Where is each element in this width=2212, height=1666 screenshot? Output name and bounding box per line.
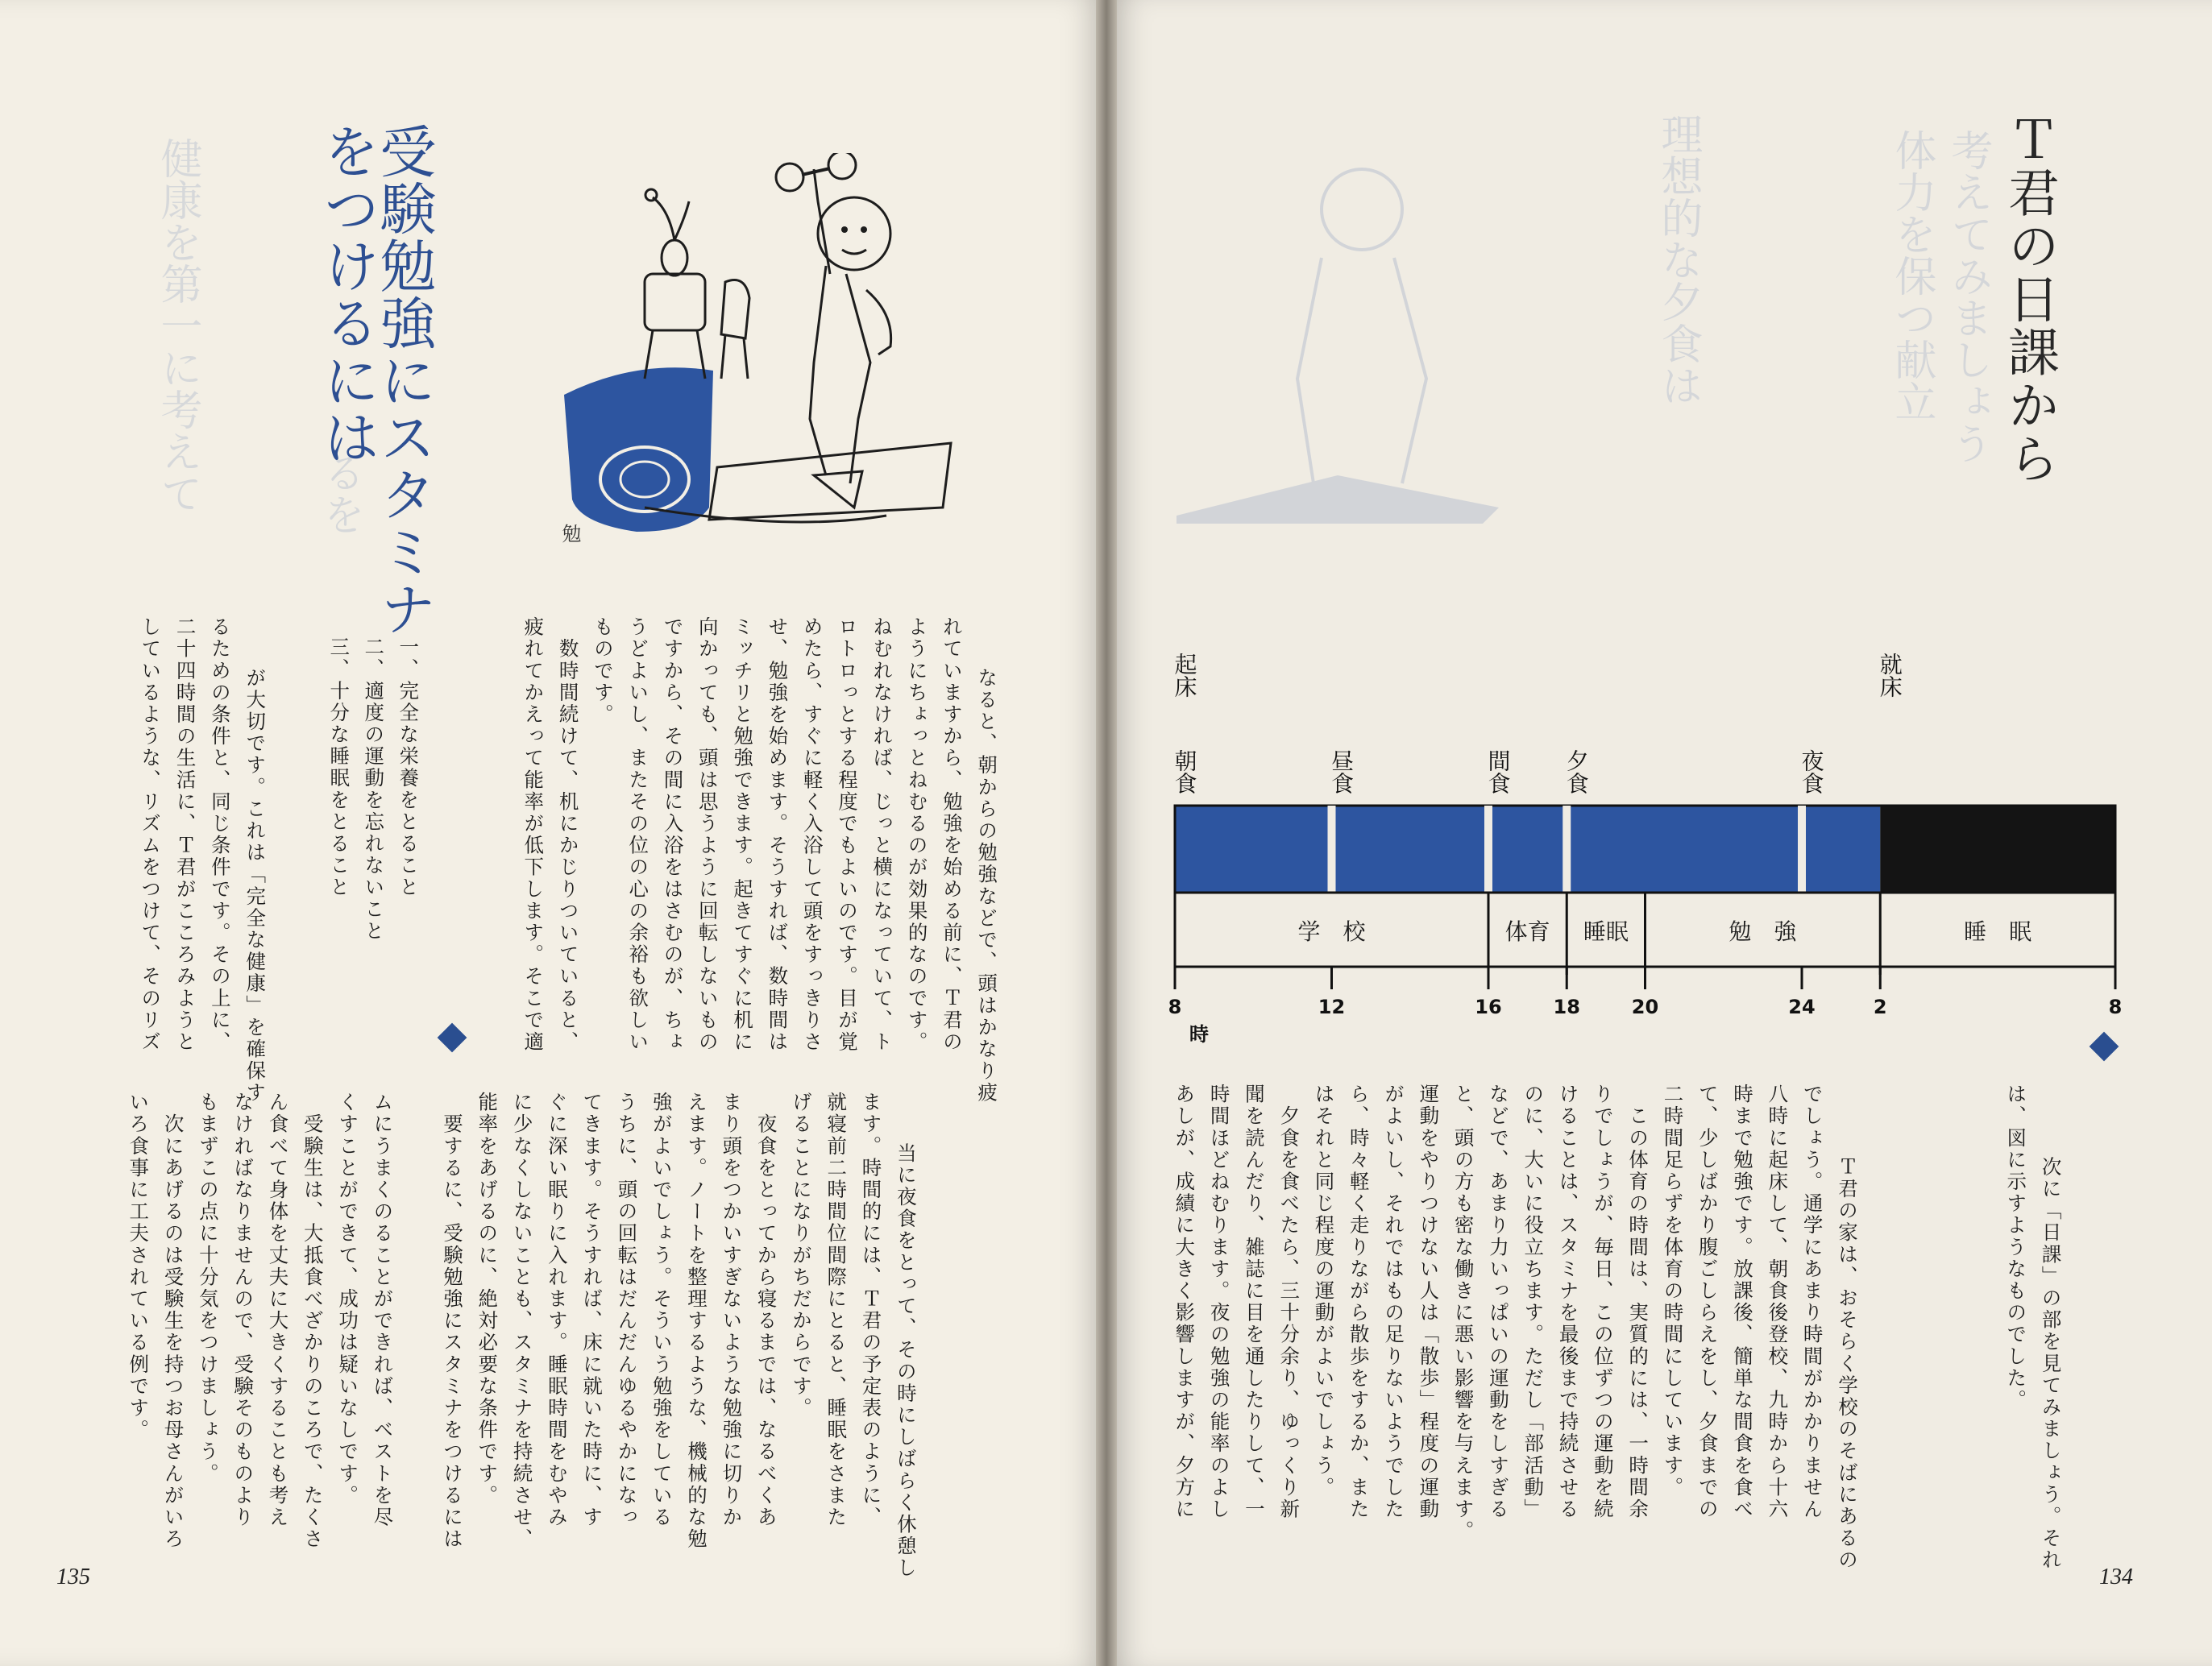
left-title-line-1: 受験勉強にスタミナ [371,122,437,637]
ghost-illustration [1177,137,1515,524]
meal-separator-2 [1484,806,1492,893]
person-head [818,197,890,270]
right-ghost-title-a: 理想的な夕食は [1654,113,1702,406]
left-upper-tail-paragraph: が大切です。これは「完全な健康」を確保す るための条件と、同じ条件です。その上に、 二十四時間の生活に、Ｔ君がこころみようと しているような、リズムをつけて、そのリズ [139,616,268,1104]
list-item-3: 三、十分な睡眠をとること [327,636,351,899]
top-label-6: 夜食 [1798,749,1825,794]
top-label-1: 起床 [1171,653,1198,698]
page-number-left: 135 [56,1564,90,1589]
activity-label-3: 睡眠 [1583,918,1629,945]
left-ghost-title-b: るを [316,451,364,535]
top-label-7: 就床 [1876,653,1903,698]
top-label-4: 間食 [1484,749,1512,794]
artist-signature: 勉 [558,524,581,543]
right-ghost-title-b: 体力を保つ献立 [1887,129,1936,422]
activity-label-2: 体育 [1504,918,1550,945]
list-item-1: 一、完全な栄養をとること [396,636,421,899]
top-label-3: 昼食 [1328,749,1355,794]
chair-icon [721,280,749,339]
book-gutter [1096,0,1117,1666]
right-title: Ｔ君の日課から [1999,113,2059,485]
left-title-line-2: をつけるには [314,122,380,466]
sleep-bar [1880,806,2115,893]
left-upper-text [516,616,1039,1104]
right-ghost-title-c: 考えてみましょう [1944,129,1992,464]
left-lower-text [121,1092,958,1580]
axis-tick-label-6: 24 [1788,996,1816,1018]
axis-tick-label-7: 2 [1873,996,1887,1018]
meal-separator-3 [1563,806,1571,893]
list-item-2: 二、適度の運動を忘れないこと [362,636,386,943]
vase-icon [662,240,687,276]
meal-separator-4 [1798,806,1806,893]
awake-bar [1175,806,1880,893]
right-upper-text [1998,1084,2103,1572]
activity-label-1: 学 校 [1297,918,1366,945]
floor-mat [709,443,951,520]
left-upper-paragraph: なると、朝からの勉強などで、頭はかなり疲 れていますから、勉強を始める前に、Ｔ君の ようにちょっとねむるのが効果的なのです。 ねむれなければ、じっと横になっていて、ト ロトロっとする程度でもよいのです。目が覚 めたら、すぐに軽く入浴して頭をすっきりさ せ、勉強を始めます。そうすれば、数時間は ミッチリと勉強できます。起きてすぐに机に 向かっても、頭は思うように回転しないもの ですから、その間に入浴をはさむのが、ちょ うどよいし、またその位の心の余裕も欲しい ものです。 数時間続けて、机にかじりついていると、 疲れてかえって能率が低下します。そこで適 [521,616,999,1104]
daily-schedule-chart [1160,636,2168,1055]
page-number-right: 134 [2099,1564,2133,1589]
activity-label-5: 睡 眠 [1964,918,2032,945]
axis-unit-label: 時 [1189,1023,1209,1046]
exercise-illustration [548,153,967,572]
axis-tick-label-5: 20 [1631,996,1659,1018]
right-upper-paragraph: 次に「日課」の部を見てみましょう。それ は、図に示すようなものでした。 [2004,1084,2063,1572]
meal-separator-1 [1328,806,1336,893]
axis-tick-label-1: 8 [1168,996,1182,1018]
axis-tick-label-8: 8 [2108,996,2123,1018]
blue-rug [564,367,713,532]
axis-tick-label-4: 18 [1553,996,1580,1018]
activity-label-4: 勉 強 [1729,918,1797,945]
axis-tick-label-2: 12 [1318,996,1346,1018]
top-label-2: 朝食 [1171,749,1198,794]
top-label-5: 夕食 [1563,749,1590,794]
axis-tick-label-3: 16 [1475,996,1502,1018]
right-lower-text [1167,1084,1899,1572]
left-upper-tail-text [133,616,307,1104]
left-ghost-title-a: 健康を第一に考えて [153,137,201,514]
right-lower-paragraph: Ｔ君の家は、おそらく学校のそばにあるの でしょう。通学にあまり時間がかかりません 八時に起床して、朝食後登校、九時から十六 時まで勉強です。放課後、簡単な間食を食べ て、少しばかり腹ごしらえをし、夕食までの 二時間足らずを体育の時間にしています。 この体育の時間は、実質的には、一時間余 りでしょうが、毎日、この位ずつの運動を続 けることは、スタミナを最後まで持続させる のに、大いに役立ちます。ただし「部活動」 などで、あまり力いっぱいの運動をしすぎる と、頭の方も密な働きに悪い影響を与えます。 運動をやりつけない人は「散歩」程度の運動 がよいし、それではもの足りないようでした ら、時々軽く走りながら散歩をするか、また はそれと同じ程度の運動がよいでしょう。 夕食を食べたら、三十分余り、ゆっくり新 聞を読んだり、雑誌に目を通したりして、一 時間ほどねむります。夜の勉強の能率のよし あしが、成績に大きく影響しますが、夕方に [1172,1084,1859,1572]
person-body [810,266,870,483]
table-icon [645,274,705,330]
left-lower-paragraph: 当に夜食をとって、その時にしばらく休憩し ます。時間的には、Ｔ君の予定表のように、 就寝前二時間位間際にとると、睡眠をさまた げることになりがちだからです。 夜食をとってから寝るまでは、なるべくあ まり頭をつかいすぎないような勉強に切りか えます。ノートを整理するような、機械的な勉 強がよいでしょう。そういう勉強をしている うちに、頭の回転はだんだんゆるやかになっ てきます。そうすれば、床に就いた時に、す ぐに深い眠りに入れます。睡眠時間をむやみ に少なくしないことも、スタミナを持続させ、 能率をあげるのに、絶対必要な条件です。 要するに、受験勉強にスタミナをつけるには ムにうまくのることができれば、ベストを尽 くすことができて、成功は疑いなしです。 受験生は、大抵食べざかりのころで、たくさ ん食べて身体を丈夫に大きくすることも考え なければなりませんので、受験そのものより もまずこの点に十分気をつけましょう。 次にあげるのは受験生を持つお母さんがいろ いろ食事に工夫されている例です。 [127,1092,918,1580]
